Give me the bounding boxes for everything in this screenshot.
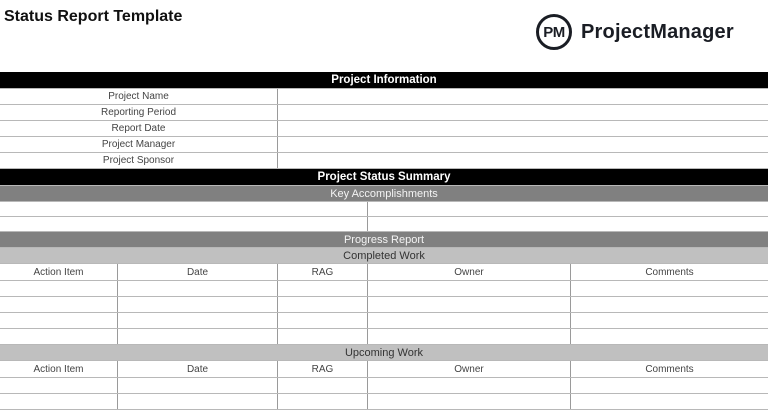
- progress-report-header: Progress Report: [0, 232, 768, 248]
- action-item-cell[interactable]: [0, 313, 118, 328]
- projectmanager-logo: [536, 14, 734, 50]
- owner-cell[interactable]: [368, 281, 571, 296]
- date-cell[interactable]: [118, 313, 278, 328]
- column-header-date: Date: [118, 264, 278, 280]
- accomplishment-cell[interactable]: [0, 217, 368, 231]
- upcoming-work-column-headers: [0, 361, 768, 378]
- column-header-action-item: Action Item: [0, 361, 118, 377]
- accomplishment-cell[interactable]: [368, 202, 768, 216]
- upcoming-work-header: Upcoming Work: [0, 345, 768, 361]
- column-header-rag: RAG: [278, 361, 368, 377]
- comments-cell[interactable]: [571, 394, 768, 409]
- owner-cell[interactable]: [368, 329, 571, 344]
- column-header-action-item: Action Item: [0, 264, 118, 280]
- table-row: [0, 313, 768, 329]
- action-item-cell[interactable]: [0, 297, 118, 312]
- table-row: [0, 329, 768, 345]
- column-header-owner: Owner: [368, 264, 571, 280]
- date-cell[interactable]: [118, 329, 278, 344]
- field-label: Report Date: [0, 121, 278, 136]
- key-accomplishment-row: [0, 202, 768, 217]
- accomplishment-cell[interactable]: [368, 217, 768, 231]
- report-date-input[interactable]: [278, 121, 768, 136]
- comments-cell[interactable]: [571, 297, 768, 312]
- field-label: Project Manager: [0, 137, 278, 152]
- owner-cell[interactable]: [368, 378, 571, 393]
- info-row-reporting-period: [0, 105, 768, 121]
- project-name-input[interactable]: [278, 89, 768, 104]
- table-row: [0, 297, 768, 313]
- column-header-date: Date: [118, 361, 278, 377]
- comments-cell[interactable]: [571, 329, 768, 344]
- rag-cell[interactable]: [278, 313, 368, 328]
- rag-cell[interactable]: [278, 329, 368, 344]
- comments-cell[interactable]: [571, 281, 768, 296]
- date-cell[interactable]: [118, 378, 278, 393]
- owner-cell[interactable]: [368, 297, 571, 312]
- logo-brand-text: ProjectManager: [581, 20, 734, 43]
- status-report-sheet: [0, 72, 768, 410]
- rag-cell[interactable]: [278, 378, 368, 393]
- info-row-project-manager: [0, 137, 768, 153]
- key-accomplishments-header: Key Accomplishments: [0, 186, 768, 202]
- comments-cell[interactable]: [571, 378, 768, 393]
- field-label: Project Name: [0, 89, 278, 104]
- field-label: Reporting Period: [0, 105, 278, 120]
- info-row-project-sponsor: [0, 153, 768, 169]
- action-item-cell[interactable]: [0, 378, 118, 393]
- page-title: Status Report Template: [4, 8, 183, 25]
- completed-work-column-headers: [0, 264, 768, 281]
- table-row: [0, 281, 768, 297]
- info-row-report-date: [0, 121, 768, 137]
- field-label: Project Sponsor: [0, 153, 278, 168]
- project-sponsor-input[interactable]: [278, 153, 768, 168]
- project-status-summary-header: Project Status Summary: [0, 169, 768, 186]
- action-item-cell[interactable]: [0, 394, 118, 409]
- date-cell[interactable]: [118, 394, 278, 409]
- accomplishment-cell[interactable]: [0, 202, 368, 216]
- pm-logo-icon: PM: [536, 14, 572, 50]
- action-item-cell[interactable]: [0, 329, 118, 344]
- date-cell[interactable]: [118, 281, 278, 296]
- info-row-project-name: [0, 89, 768, 105]
- column-header-comments: Comments: [645, 363, 694, 375]
- rag-cell[interactable]: [278, 281, 368, 296]
- owner-cell[interactable]: [368, 313, 571, 328]
- column-header-rag: RAG: [278, 264, 368, 280]
- column-header-owner: Owner: [368, 361, 571, 377]
- project-manager-input[interactable]: [278, 137, 768, 152]
- rag-cell[interactable]: [278, 297, 368, 312]
- table-row: [0, 378, 768, 394]
- action-item-cell[interactable]: [0, 281, 118, 296]
- project-information-header: Project Information: [0, 72, 768, 89]
- reporting-period-input[interactable]: [278, 105, 768, 120]
- column-header-comments: Comments: [645, 266, 694, 278]
- key-accomplishment-row: [0, 217, 768, 232]
- date-cell[interactable]: [118, 297, 278, 312]
- owner-cell[interactable]: [368, 394, 571, 409]
- rag-cell[interactable]: [278, 394, 368, 409]
- comments-cell[interactable]: [571, 313, 768, 328]
- completed-work-header: Completed Work: [0, 248, 768, 264]
